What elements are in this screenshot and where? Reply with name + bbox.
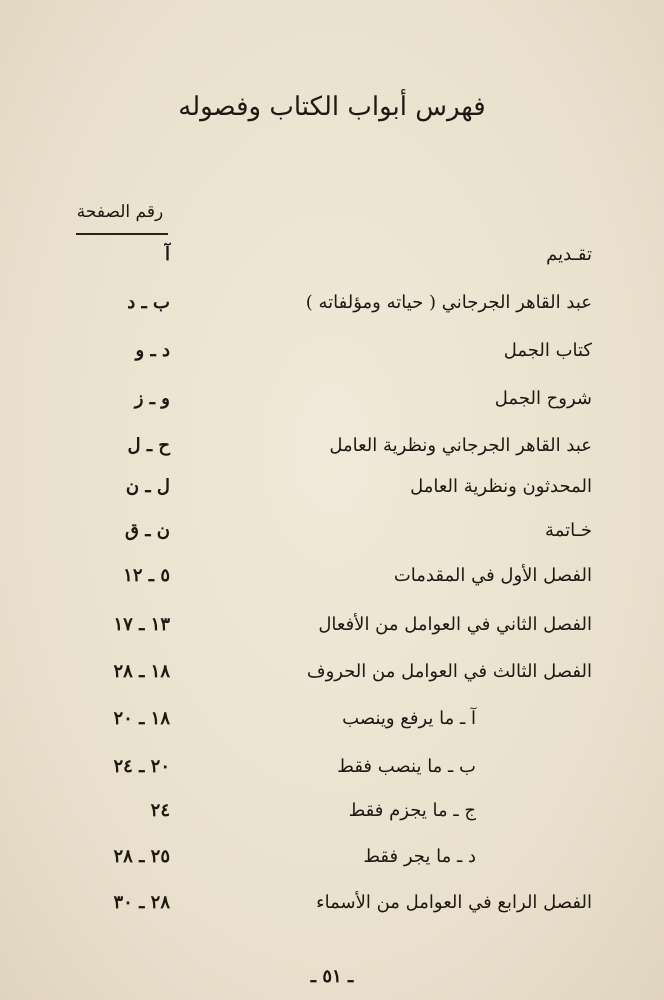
toc-row [0,614,664,654]
toc-entry-title: الفصل الرابع في العوامل من الأسماء [316,892,592,913]
toc-row [0,476,664,516]
toc-row [0,756,664,796]
toc-row [0,435,664,475]
toc-entry-title: الفصل الثاني في العوامل من الأفعال [318,614,592,635]
toc-entry-pages: ١٨ ـ ٢٨ [113,661,170,682]
toc-entry-pages: ٢٤ [150,800,170,821]
toc-entry-pages: ح ـ ل [127,435,170,456]
toc-entry-title: شروح الجمل [494,388,592,409]
toc-entry-pages: و ـ ز [134,388,170,409]
toc-entry-pages: ب ـ د [127,292,170,313]
toc-entry-pages: ل ـ ن [125,476,170,497]
toc-row [0,340,664,380]
toc-entry-title: الفصل الأول في المقدمات [393,565,592,586]
page-number-footer: ـ ٥١ ـ [310,966,354,987]
toc-entry-title: كتاب الجمل [503,340,592,361]
page-number-column-header: رقم الصفحة [76,202,164,222]
toc-entry-title: ب ـ ما ينصب فقط [337,756,476,777]
toc-entry-pages: ن ـ ق [125,520,170,541]
toc-row [0,661,664,701]
toc-row [0,892,664,932]
toc-entry-title: الفصل الثالث في العوامل من الحروف [306,661,592,682]
toc-row [0,800,664,840]
toc-entry-title: ج ـ ما يجزم فقط [348,800,476,821]
toc-entry-title: عبد القاهر الجرجاني ونظرية العامل [329,435,592,456]
toc-entry-pages: ٢٠ ـ ٢٤ [113,756,170,777]
toc-row [0,708,664,748]
toc-entry-title: تقـديم [546,244,592,265]
toc-entry-pages: ١٣ ـ ١٧ [113,614,170,635]
toc-entry-title: عبد القاهر الجرجاني ( حياته ومؤلفاته ) [305,292,592,313]
toc-entry-title: المحدثون ونظرية العامل [410,476,592,497]
toc-entry-pages: ٢٥ ـ ٢٨ [113,846,170,867]
toc-row [0,244,664,284]
page-title: فهرس أبواب الكتاب وفصوله [178,92,486,122]
toc-entry-pages: د ـ و [135,340,170,361]
toc-row [0,520,664,560]
toc-row [0,565,664,605]
toc-entry-title: آ ـ ما يرفع وينصب [342,708,476,729]
toc-entry-pages: آ [164,244,170,265]
toc-entry-title: خـاتمة [545,520,592,541]
toc-row [0,846,664,886]
toc-entry-pages: ٢٨ ـ ٣٠ [113,892,170,913]
toc-entry-pages: ١٨ ـ ٢٠ [113,708,170,729]
toc-row [0,388,664,428]
column-header-rule [76,233,168,235]
toc-row [0,292,664,332]
toc-entry-title: د ـ ما يجر فقط [363,846,476,867]
toc-entry-pages: ٥ ـ ١٢ [123,565,170,586]
